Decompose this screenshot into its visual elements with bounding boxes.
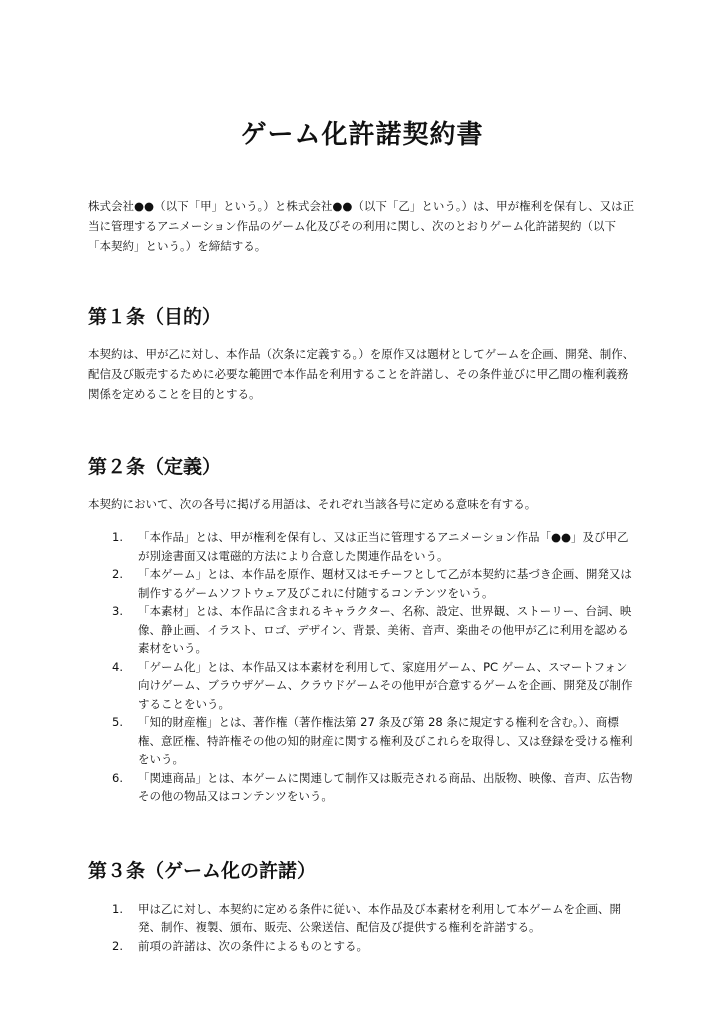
- list-number: 3.: [112, 604, 123, 618]
- list-number: 1.: [112, 530, 123, 544]
- clause-item: [112, 900, 636, 937]
- article-3-clause-list: [88, 900, 636, 956]
- definition-text: 「ゲーム化」とは、本作品又は本素材を利用して、家庭用ゲーム、PC ゲーム、スマートフォン向けゲーム、ブラウザゲーム、クラウドゲームその他甲が合意するゲームを企画、開発及び制作することをいう。: [138, 659, 633, 711]
- clause-text: 前項の許諾は、次の条件によるものとする。: [138, 938, 368, 953]
- list-number: 2.: [112, 567, 123, 581]
- definition-item: [112, 658, 636, 714]
- article-2-definition-list: [88, 528, 636, 806]
- list-number: 4.: [112, 659, 123, 674]
- article-2-heading: 第２条（定義）: [88, 456, 222, 478]
- definition-item: [112, 602, 636, 658]
- clause-item: [112, 937, 636, 956]
- article-1-heading: 第１条（目的）: [88, 306, 222, 328]
- list-number: 1.: [112, 901, 123, 916]
- article-3-heading: 第３条（ゲーム化の許諾）: [88, 859, 317, 882]
- definition-item: [112, 565, 636, 602]
- article-1-body: 本契約は、甲が乙に対し、本作品（次条に定義する。）を原作又は題材としてゲームを企画、開発、制作、配信及び販売するために必要な範囲で本作品を利用することを許諾し、その条件並びに甲乙間の権利義務関係を定めることを目的とする。: [88, 347, 635, 401]
- preamble-paragraph: 株式会社●●（以下「甲」という。）と株式会社●●（以下「乙」という。）は、甲が権利を保有し、又は正当に管理するアニメーション作品のゲーム化及びその利用に関し、次のとおりゲーム化許諾契約（以下「本契約」という。）を締結する。: [88, 199, 635, 253]
- definition-text: 「本作品」とは、甲が権利を保有し、又は正当に管理するアニメーション作品「●●」及び甲乙が別途書面又は電磁的方法により合意した関連作品をいう。: [138, 530, 629, 563]
- definition-text: 「本ゲーム」とは、本作品を原作、題材又はモチーフとして乙が本契約に基づき企画、開発又は制作するゲームソフトウェア及びこれに付随するコンテンツをいう。: [138, 567, 632, 600]
- clause-text: 甲は乙に対し、本契約に定める条件に従い、本作品及び本素材を利用して本ゲームを企画、開発、制作、複製、頒布、販売、公衆送信、配信及び提供する権利を許諾する。: [138, 901, 621, 934]
- definition-text: 「知的財産権」とは、著作権（著作権法第 27 条及び第 28 条に規定する権利を含む。）、商標権、意匠権、特許権その他の知的財産に関する権利及びこれらを取得し、又は登録を受ける権利をいう。: [138, 715, 633, 766]
- list-number: 5.: [112, 715, 123, 729]
- definition-item: [112, 528, 636, 565]
- article-2-body: 本契約において、次の各号に掲げる用語は、それぞれ当該各号に定める意味を有する。: [88, 497, 537, 511]
- list-number: 2.: [112, 938, 123, 953]
- definition-item: [112, 713, 636, 769]
- definition-text: 「関連商品」とは、本ゲームに関連して制作又は販売される商品、出版物、映像、音声、広告物その他の物品又はコンテンツをいう。: [138, 770, 633, 803]
- list-number: 6.: [112, 770, 123, 785]
- definition-text: 「本素材」とは、本作品に含まれるキャラクター、名称、設定、世界観、ストーリー、台詞、映像、静止画、イラスト、ロゴ、デザイン、背景、美術、音声、楽曲その他甲が乙に利用を認める素材をいう。: [138, 604, 632, 655]
- definition-item: [112, 769, 636, 806]
- document-title: ゲーム化許諾契約書: [240, 120, 484, 150]
